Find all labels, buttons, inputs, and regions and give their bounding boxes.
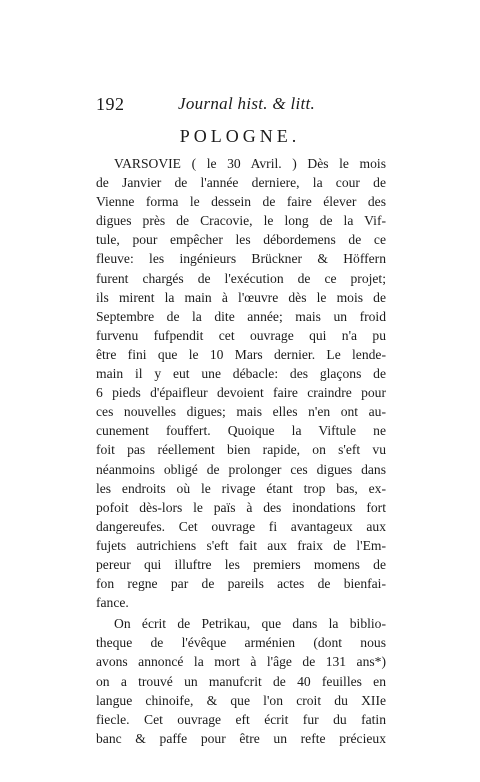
text-line: cunement fouffert. Quoique la Viftule ne — [96, 423, 386, 439]
text-line: ils mirent la main à l'œuvre dès le mois de — [96, 289, 386, 305]
text-line: fon regne par de pareils actes de bienfai- — [96, 576, 386, 592]
text-line: langue chinoife, & que l'on croit du XIIe — [96, 692, 386, 708]
paragraph-2 — [96, 614, 386, 748]
text-line: fiecle. Cet ouvrage eft écrit fur du fatin — [96, 711, 386, 727]
text-line: ces nouvelles digues; mais elles n'en ont au- — [96, 404, 386, 420]
section-title: POLOGNE. — [179, 126, 301, 146]
text-line: fujets autrichiens s'eft fait aux fraix de l'Em- — [96, 537, 386, 553]
text-line: dangereufes. Cet ouvrage fi avantageux aux — [96, 518, 386, 534]
text-line: 6 pieds d'épaifleur devoient faire craindre pour — [96, 385, 386, 401]
text-line: theque de l'évêque arménien (dont nous — [96, 635, 386, 651]
text-line: les endroits où le rivage étant trop bas, ex- — [96, 480, 386, 496]
text-line: Septembre de la dite année; mais un froid — [96, 308, 386, 324]
text-line: fleuve: les ingénieurs Brückner & Höffern — [96, 251, 386, 267]
text-line: banc & paffe pour être un refte précieux — [96, 730, 386, 746]
text-line: pofoit dès-lors le païs à des inondations fort — [96, 499, 386, 515]
body-text — [96, 154, 386, 748]
running-head: Journal hist. & litt. — [178, 94, 316, 113]
text-line: néanmoins obligé de prolonger ces digues dans — [96, 461, 386, 477]
page-number: 192 — [96, 94, 125, 114]
text-line: foit pas réellement bien rapide, on s'eft vu — [96, 442, 386, 458]
text-line: VARSOVIE ( le 30 Avril. ) Dès le mois — [114, 156, 386, 171]
text-line: être fini que le 10 Mars dernier. Le lende- — [96, 346, 386, 362]
text-line: avons annoncé la mort à l'âge de 131 ans*) — [96, 654, 386, 670]
text-line: On écrit de Petrikau, que dans la biblio- — [114, 616, 386, 632]
text-line: Vienne forma le dessein de faire élever des — [96, 194, 386, 210]
text-line: pereur qui illuftre les premiers momens de — [96, 556, 386, 572]
text-line: furent chargés de l'exécution de ce projet; — [96, 270, 386, 286]
paragraph-1 — [96, 154, 386, 612]
text-line: on a trouvé un manufcrit de 40 feuilles en — [96, 673, 386, 689]
page-header — [96, 92, 426, 118]
text-line: furvenu fufpendit cet ouvrage qui n'a pu — [96, 327, 386, 343]
text-line: fance. — [96, 595, 129, 611]
text-line: tule, pour empêcher les débordemens de ce — [96, 232, 386, 248]
text-line: digues près de Cracovie, le long de la Vif- — [96, 213, 386, 229]
text-line: main il y eut une débacle: des glaçons de — [96, 366, 386, 382]
text-line: de Janvier de l'année derniere, la cour de — [96, 175, 386, 191]
